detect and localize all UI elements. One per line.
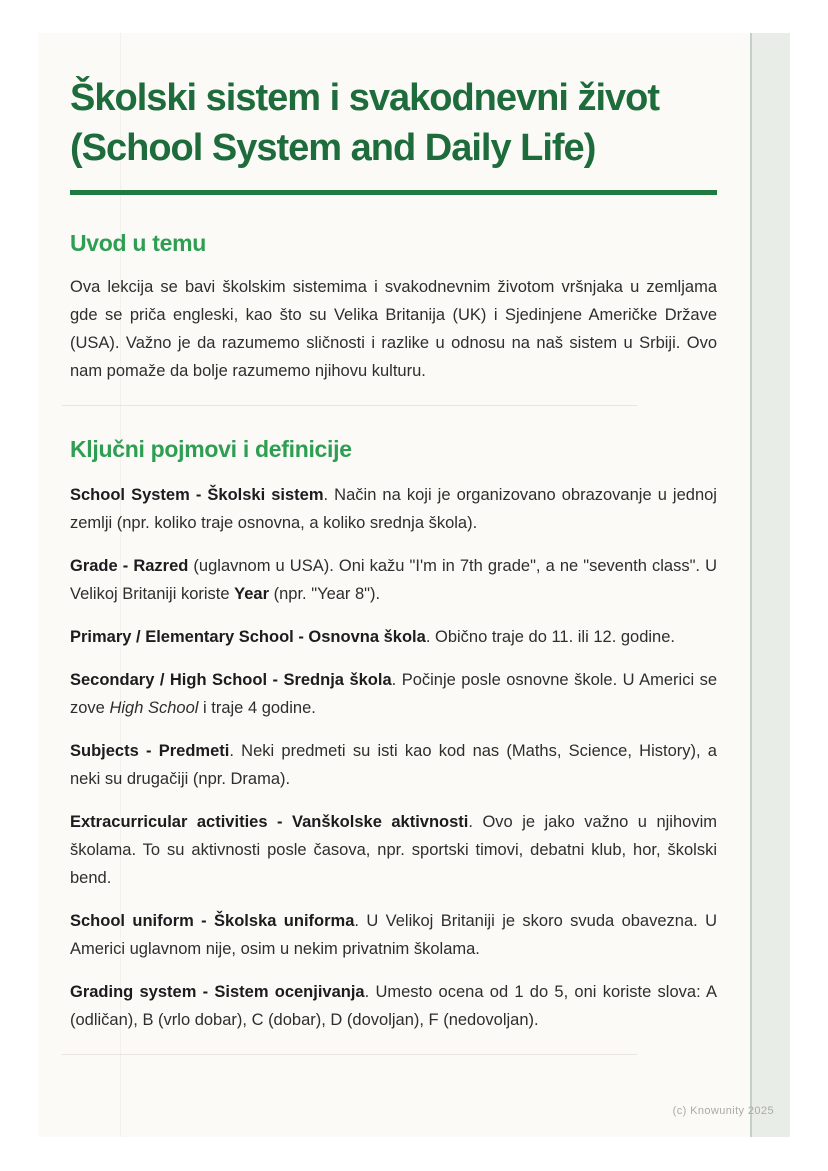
definition-text: . Počinje posle osnovne škole. U Americi se zove: [70, 671, 718, 717]
definition-term: School System - Školski sistem: [70, 486, 324, 504]
definition-term: Grading system - Sistem ocenjivanja: [70, 983, 365, 1001]
section-divider: [62, 405, 637, 406]
definition-paragraph: [70, 666, 717, 722]
definitions-list: [70, 481, 717, 1034]
definition-term: Grade - Razred: [70, 557, 189, 575]
title-rule: [70, 190, 717, 195]
document-page: [38, 33, 790, 1137]
definition-term: Extracurricular activities - Vanškolske aktivnosti: [70, 813, 469, 831]
definition-text: (uglavnom u USA). Oni kažu "I'm in 7th grade", a ne "seventh class". U Velikoj Britaniji koriste: [70, 557, 718, 603]
definition-text: i traje 4 godine.: [198, 699, 316, 717]
definition-paragraph: [70, 737, 717, 793]
definition-text: . Ovo je jako važno u njihovim školama. To su aktivnosti posle časova, npr. sportski timovi, debatni klub, hor, školski bend.: [70, 813, 717, 887]
page-content: [70, 33, 717, 1055]
watermark: (c) Knowunity 2025: [672, 1105, 774, 1117]
section-heading-terms: Ključni pojmovi i definicije: [70, 436, 352, 462]
definition-italic: High School: [109, 699, 199, 717]
section-divider-bottom: [62, 1054, 637, 1055]
definition-paragraph: [70, 623, 717, 651]
definition-text: (npr. "Year 8").: [269, 585, 381, 603]
definition-paragraph: [70, 481, 717, 537]
definition-text: . Obično traje do 11. ili 12. godine.: [425, 628, 675, 646]
definition-text: . Način na koji je organizovano obrazovanje u jednoj zemlji (npr. koliko traje osnovna, a koliko srednja škola).: [70, 486, 717, 532]
page-edge-strip: [750, 33, 790, 1137]
definition-term: Year: [234, 585, 270, 603]
definition-text: . U Velikoj Britaniji je skoro svuda obavezna. U Americi uglavnom nije, osim u nekim privatnim školama.: [70, 912, 718, 958]
definition-text: . Umesto ocena od 1 do 5, oni koriste slova: A (odličan), B (vrlo dobar), C (dobar), D (dovoljan), F (nedovoljan).: [70, 983, 717, 1029]
definition-paragraph: [70, 808, 717, 892]
definition-term: Subjects - Predmeti: [70, 742, 230, 760]
definition-text: . Neki predmeti su isti kao kod nas (Maths, Science, History), a neki su drugačiji (npr. Drama).: [70, 742, 717, 788]
definition-term: School uniform - Školska uniforma: [70, 912, 355, 930]
definition-paragraph: [70, 978, 717, 1034]
page-title: Školski sistem i svakodnevni život (School System and Daily Life): [70, 77, 660, 169]
intro-paragraph: Ova lekcija se bavi školskim sistemima i svakodnevnim životom vršnjaka u zemljama gde se priča engleski, kao što su Velika Britanija (UK) i Sjedinjene Američke Države (USA). Važno je da razumemo sličnosti i razlike u odnosu na naš sistem u Srbiji. Ovo nam pomaže da bolje razumemo njihovu kulturu.: [70, 278, 717, 380]
definition-term: Primary / Elementary School - Osnovna škola: [70, 628, 426, 646]
definition-paragraph: [70, 552, 717, 608]
definition-paragraph: [70, 907, 717, 963]
definition-term: Secondary / High School - Srednja škola: [70, 671, 392, 689]
section-heading-intro: Uvod u temu: [70, 230, 206, 256]
